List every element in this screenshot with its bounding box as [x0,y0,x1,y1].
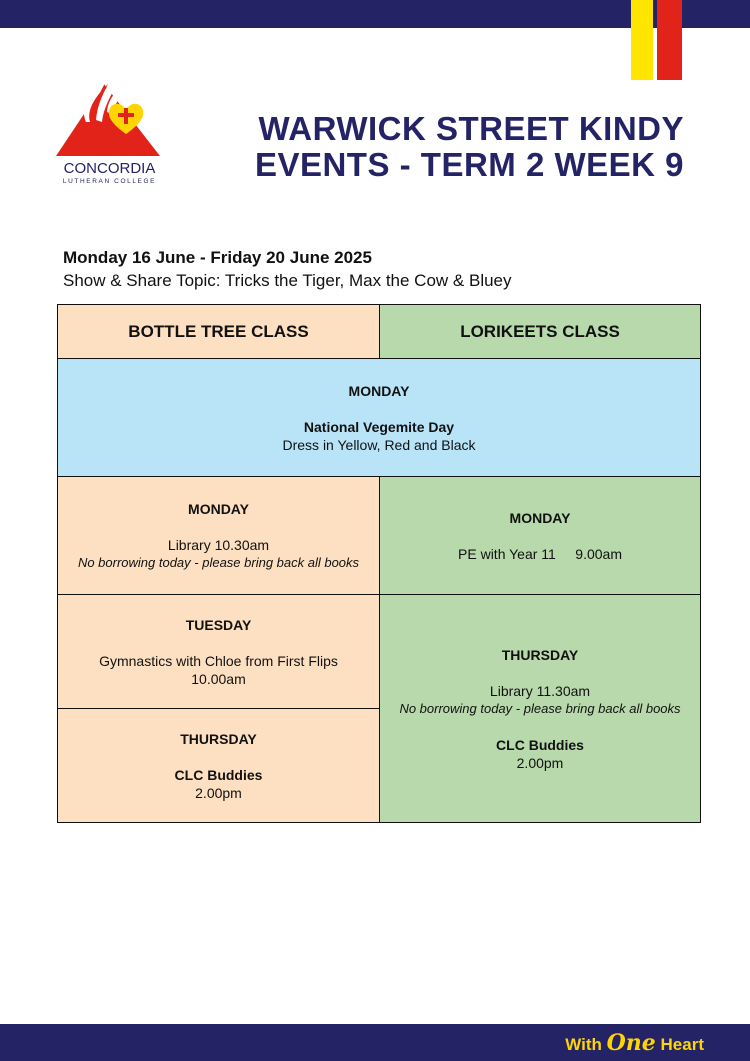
day-label: TUESDAY [185,616,252,633]
red-stripe [657,0,682,80]
yellow-stripe [631,0,653,80]
event-note: No borrowing today - please bring back all books [399,700,681,716]
event2-time: 2.00pm [516,754,564,771]
event2-title: CLC Buddies [496,736,584,753]
event-title: CLC Buddies [174,766,263,783]
day-label: THURSDAY [180,730,257,747]
event-note: No borrowing today - please bring back all books [77,554,360,570]
events-schedule-table [57,304,701,823]
lorikeets-thursday-cell [379,594,701,823]
logo-subtitle: LUTHERAN COLLEGE [62,178,157,185]
event-time: 10.00am [191,670,246,687]
tagline-one: One [606,1030,656,1056]
day-label: THURSDAY [501,646,579,663]
lorikeets-monday-cell [379,476,701,595]
event-time: 2.00pm [195,784,242,801]
day-label: MONDAY [188,500,249,517]
event-time: 9.00am [575,545,622,562]
tagline-post: Heart [660,1035,704,1054]
event-title: Library 11.30am [489,682,591,699]
event-title: PE with Year 11 [458,545,556,562]
tagline [565,1030,704,1056]
title-line-2: EVENTS - TERM 2 WEEK 9 [254,146,684,183]
day-label: MONDAY [509,509,571,526]
event-title: Library 10.30am [167,536,270,553]
event-title: National Vegemite Day [303,418,455,435]
concordia-flame-heart-icon [52,62,167,160]
date-range: Monday 16 June - Friday 20 June 2025 [63,248,372,267]
tagline-pre: With [565,1035,602,1054]
event-note: Dress in Yellow, Red and Black [282,436,476,453]
header-lorikeets: LORIKEETS CLASS [379,304,701,359]
header-bottle-tree: BOTTLE TREE CLASS [57,304,380,359]
concordia-logo [52,62,167,190]
bottle-tree-tuesday-cell [57,594,380,709]
title-line-1: WARWICK STREET KINDY [258,110,684,147]
shared-monday-cell [57,358,701,477]
show-share-topic: Show & Share Topic: Tricks the Tiger, Max the Cow & Bluey [63,271,512,290]
bottle-tree-thursday-cell [57,708,380,823]
logo-name: CONCORDIA [63,160,156,177]
event-title: Gymnastics with Chloe from First Flips [99,652,338,669]
day-label: MONDAY [348,382,410,399]
page-title [255,111,684,183]
bottle-tree-monday-cell [57,476,380,595]
event-line [458,545,622,563]
